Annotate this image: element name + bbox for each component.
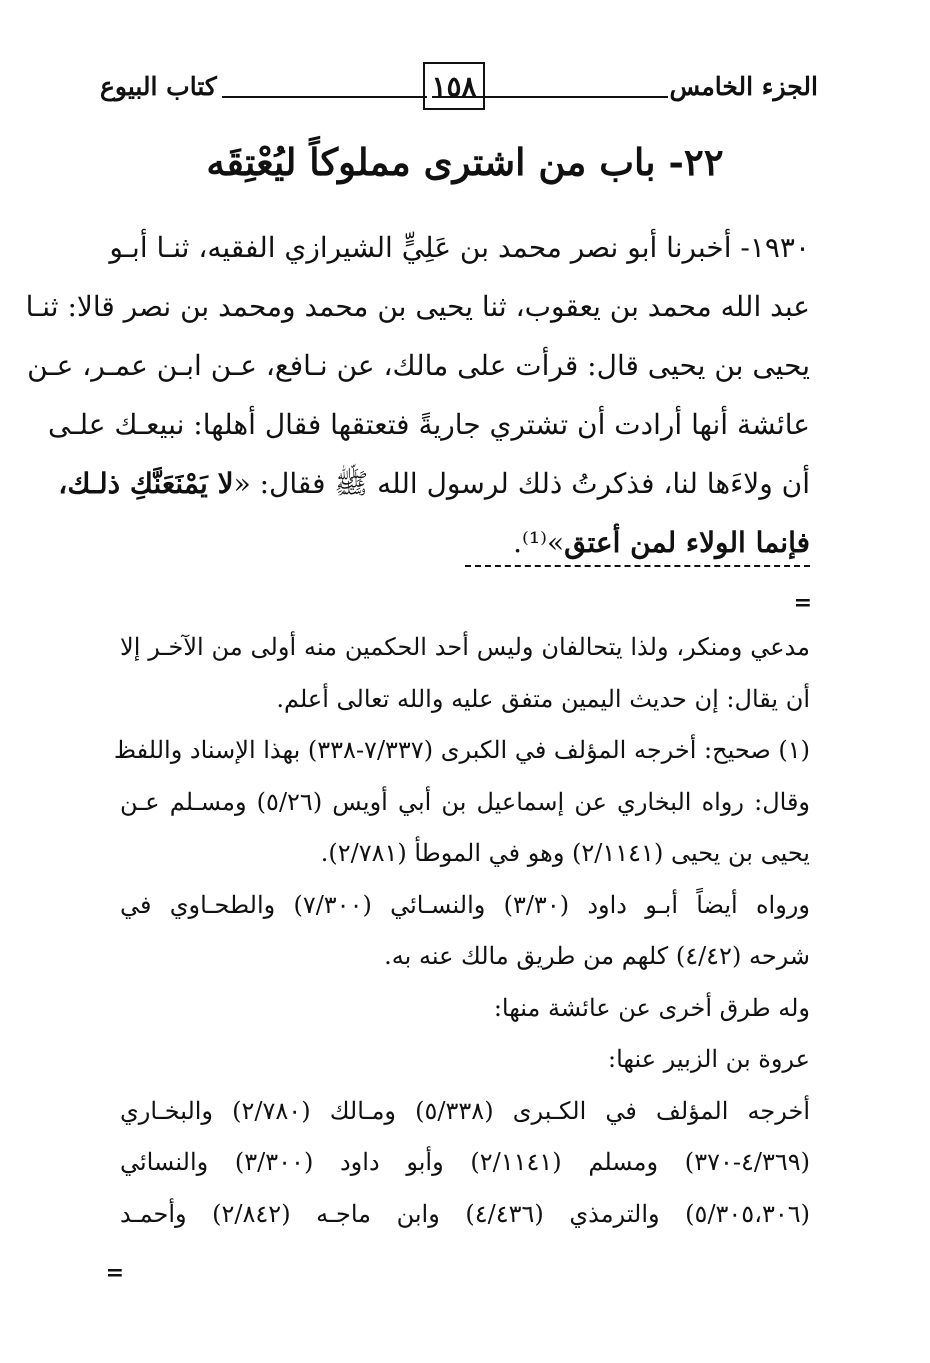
footnote-line: مدعي ومنكر، ولذا يتحالفان وليس أحد الحكمين منه أولى من الآخـر إلا bbox=[120, 633, 810, 661]
volume-label: الجزء الخامس bbox=[669, 72, 818, 101]
hadith-line: عائشة أنها أرادت أن تشتري جاريةً فتعتقها فقال أهلها: نبيعـك علـى bbox=[47, 408, 810, 441]
footnote-line: (٥/٣٠٥،٣٠٦) والترمذي (٤/٤٣٦) وابن ماجـه (٢/٨٤٢) وأحمـد bbox=[120, 1199, 810, 1228]
hadith-line-text: أن ولاءَها لنا، فذكرتُ ذلك لرسول الله ﷺ فقال: « bbox=[233, 467, 810, 500]
footnote-line: (١) صحيح: أخرجه المؤلف في الكبرى (٧/٣٣٧-٣٣٨) بهذا الإسناد واللفظ bbox=[113, 736, 810, 764]
footnote-line: عروة بن الزبير عنها: bbox=[608, 1045, 810, 1073]
footnote-line: ورواه أيضاً أبـو داود (٣/٣٠) والنسـائي (٧/٣٠٠) والطحـاوي في bbox=[120, 890, 810, 919]
footnotes bbox=[113, 622, 811, 1240]
footnote-separator bbox=[465, 565, 810, 567]
prophetic-saying: لا يَمْنَعَنَّكِ ذلـك، bbox=[58, 467, 234, 500]
hadith-line: يحيى بن يحيى قال: قرأت على مالك، عن نـافع، عـن ابـن عمـر، عـن bbox=[27, 349, 810, 382]
footnote-reference: »⁽¹⁾. bbox=[513, 526, 565, 559]
hadith-line bbox=[120, 513, 810, 572]
bottom-continuation-mark: = bbox=[105, 1260, 124, 1286]
page-number: ١٥٨ bbox=[423, 62, 485, 110]
prophetic-saying: فإنما الولاء لمن أعتق bbox=[564, 526, 810, 559]
footnote-line: (٤/٣٦٩-٣٧٠) ومسلم (٢/١١٤١) وأبو داود (٣/٣٠٠) والنسائي bbox=[120, 1148, 810, 1176]
hadith-line bbox=[58, 454, 810, 513]
header-rule-left bbox=[222, 96, 427, 98]
footnote-line: شرحه (٤/٤٢) كلهم من طريق مالك عنه به. bbox=[384, 942, 810, 970]
footnote-line: وقال: رواه البخاري عن إسماعيل بن أبي أويس (٥/٢٦) ومسـلم عـن bbox=[120, 787, 811, 816]
footnote-line: أن يقال: إن حديث اليمين متفق عليه والله تعالى أعلم. bbox=[276, 684, 810, 713]
hadith-line: ١٩٣٠- أخبرنا أبو نصر محمد بن عَلِيٍّ الشيرازي الفقيه، ثنـا أبـو bbox=[109, 231, 810, 264]
footnote-line: يحيى بن يحيى (٢/١١٤١) وهو في الموطأ (٢/٧٨١). bbox=[320, 839, 810, 867]
continuation-mark: = bbox=[793, 590, 812, 616]
footnote-line: وله طرق أخرى عن عائشة منها: bbox=[493, 993, 810, 1022]
chapter-title: ٢٢- باب من اشترى مملوكاً ليُعْتِقَه bbox=[206, 140, 724, 184]
footnote-line: أخرجه المؤلف في الكـبرى (٥/٣٣٨) ومـالك (٢/٧٨٠) والبخـاري bbox=[120, 1096, 810, 1125]
hadith-line: عبد الله محمد بن يعقوب، ثنا يحيى بن محمد ومحمد بن نصر قالا: ثنـا bbox=[25, 290, 810, 323]
hadith-text bbox=[25, 218, 810, 572]
book-label: كتاب البيوع bbox=[100, 72, 217, 101]
running-header bbox=[100, 62, 818, 118]
